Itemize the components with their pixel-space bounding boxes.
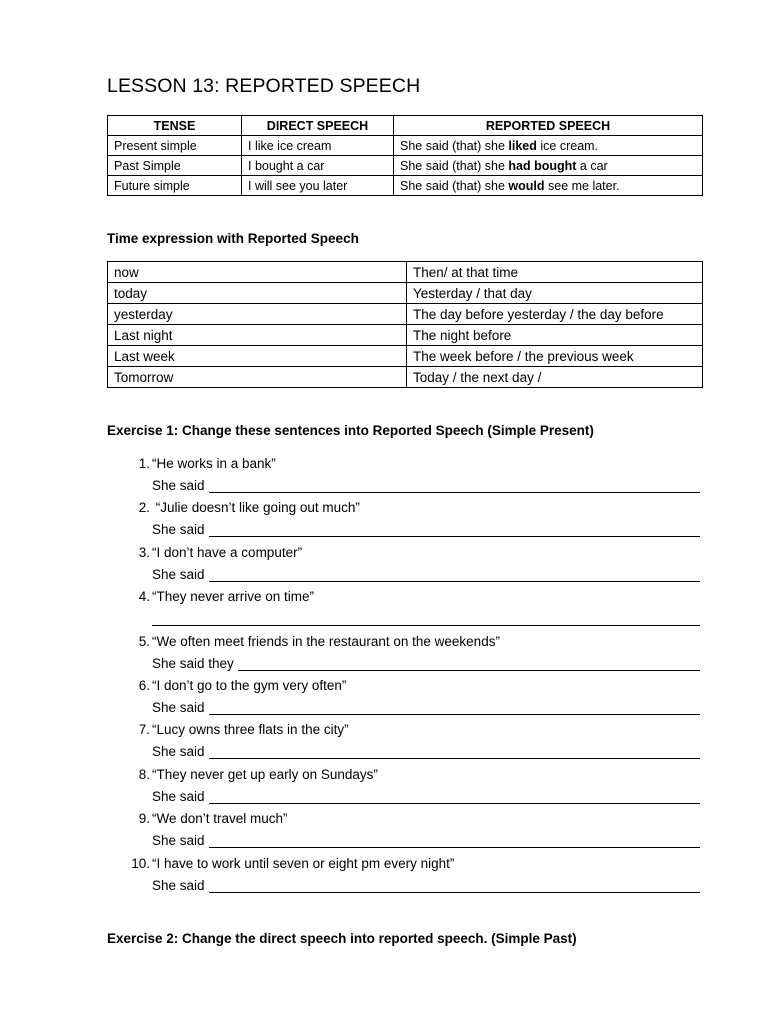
time-expression-heading: Time expression with Reported Speech (107, 231, 359, 246)
header-reported-speech: REPORTED SPEECH (394, 116, 703, 136)
direct-time-cell: Tomorrow (108, 367, 407, 388)
item-number: 7. (138, 722, 150, 738)
item-number: 6. (138, 677, 150, 693)
answer-prefix: She said (152, 877, 205, 893)
answer-blank[interactable] (209, 833, 700, 848)
table-header-row (108, 116, 703, 136)
header-tense: TENSE (108, 116, 242, 136)
answer-blank[interactable] (238, 656, 700, 671)
answer-blank[interactable] (209, 878, 700, 893)
item-quote: “Lucy owns three flats in the city” (152, 722, 349, 738)
answer-line (152, 833, 700, 848)
table-row (108, 325, 703, 346)
item-quote: “We often meet friends in the restaurant on the weekends” (152, 633, 500, 649)
item-number: 4. (138, 589, 150, 605)
time-expression-table (107, 261, 703, 388)
list-item (128, 545, 700, 589)
table-row (108, 346, 703, 367)
table-row (108, 304, 703, 325)
answer-prefix: She said (152, 788, 205, 804)
table-row (108, 367, 703, 388)
reported-suffix: ice cream. (536, 138, 599, 153)
exercise1-list (128, 456, 700, 900)
reported-time-cell: The night before (407, 325, 703, 346)
direct-time-cell: Last night (108, 325, 407, 346)
direct-time-cell: Last week (108, 346, 407, 367)
answer-blank[interactable] (209, 522, 700, 537)
table-row (108, 136, 703, 156)
answer-blank[interactable] (209, 478, 700, 493)
answer-prefix: She said (152, 522, 205, 538)
answer-blank[interactable] (209, 789, 700, 804)
tense-cell: Present simple (108, 136, 242, 156)
reported-verb: had bought (508, 158, 577, 173)
list-item (128, 634, 700, 678)
reported-suffix: a car (576, 158, 608, 173)
answer-blank[interactable] (209, 567, 700, 582)
reported-speech-cell (394, 156, 703, 176)
table-row (108, 262, 703, 283)
answer-line (152, 700, 700, 715)
direct-time-cell: yesterday (108, 304, 407, 325)
item-quote: “I don’t go to the gym very often” (152, 677, 347, 693)
reported-time-cell: Today / the next day / (407, 367, 703, 388)
reported-time-cell: The day before yesterday / the day before (407, 304, 703, 325)
list-item (128, 722, 700, 766)
direct-time-cell: now (108, 262, 407, 283)
item-quote: “They never arrive on time” (152, 589, 315, 605)
tense-table (107, 115, 703, 196)
list-item (128, 811, 700, 855)
item-quote: “I have to work until seven or eight pm every night” (152, 855, 455, 871)
answer-line (152, 611, 700, 626)
answer-line (152, 789, 700, 804)
answer-prefix: She said they (152, 655, 234, 671)
list-item (128, 589, 700, 633)
answer-blank[interactable] (209, 700, 700, 715)
direct-speech-cell: I will see you later (242, 176, 394, 196)
item-number: 3. (138, 544, 150, 560)
item-quote: “We don’t travel much” (152, 811, 288, 827)
reported-suffix: see me later. (544, 178, 620, 193)
item-number: 10. (131, 855, 150, 871)
reported-verb: would (508, 178, 545, 193)
direct-speech-cell: I bought a car (242, 156, 394, 176)
tense-cell: Future simple (108, 176, 242, 196)
reported-time-cell: The week before / the previous week (407, 346, 703, 367)
item-quote: “He works in a bank” (152, 456, 276, 471)
reported-prefix: She said (that) she (400, 158, 509, 173)
answer-blank[interactable] (152, 611, 700, 626)
direct-time-cell: today (108, 283, 407, 304)
item-number: 2. (138, 500, 150, 516)
page-title: LESSON 13: REPORTED SPEECH (107, 75, 421, 97)
answer-prefix: She said (152, 566, 205, 582)
reported-verb: liked (508, 138, 537, 153)
item-quote: “They never get up early on Sundays” (152, 766, 378, 782)
answer-prefix: She said (152, 699, 205, 715)
answer-line (152, 656, 700, 671)
header-direct-speech: DIRECT SPEECH (242, 116, 394, 136)
exercise2-heading: Exercise 2: Change the direct speech into reported speech. (Simple Past) (107, 931, 577, 946)
item-quote: “I don’t have a computer” (152, 544, 303, 560)
answer-blank[interactable] (209, 744, 700, 759)
item-number: 1. (138, 456, 150, 471)
list-item (128, 767, 700, 811)
answer-line (152, 478, 700, 493)
answer-line (152, 522, 700, 537)
list-item (128, 856, 700, 900)
list-item (128, 500, 700, 544)
answer-line (152, 878, 700, 893)
reported-speech-cell (394, 176, 703, 196)
reported-prefix: She said (that) she (400, 178, 509, 193)
list-item (128, 456, 700, 500)
list-item (128, 678, 700, 722)
reported-time-cell: Yesterday / that day (407, 283, 703, 304)
reported-prefix: She said (that) she (400, 138, 509, 153)
item-number: 9. (138, 811, 150, 827)
table-row (108, 176, 703, 196)
answer-prefix: She said (152, 744, 205, 760)
answer-prefix: She said (152, 833, 205, 849)
exercise1-heading: Exercise 1: Change these sentences into Reported Speech (Simple Present) (107, 423, 594, 438)
answer-line (152, 744, 700, 759)
direct-speech-cell: I like ice cream (242, 136, 394, 156)
answer-prefix: She said (152, 478, 205, 493)
item-number: 5. (138, 633, 150, 649)
table-row (108, 283, 703, 304)
item-number: 8. (138, 766, 150, 782)
tense-cell: Past Simple (108, 156, 242, 176)
reported-speech-cell (394, 136, 703, 156)
table-row (108, 156, 703, 176)
answer-line (152, 567, 700, 582)
reported-time-cell: Then/ at that time (407, 262, 703, 283)
item-quote: “Julie doesn’t like going out much” (152, 500, 360, 516)
